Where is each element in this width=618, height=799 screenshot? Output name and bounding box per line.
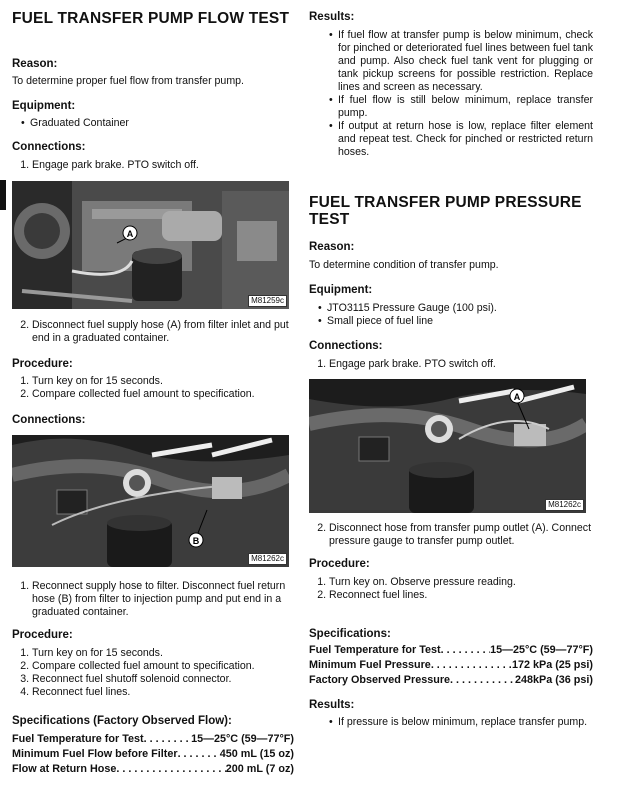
section-edge-tab [0, 180, 6, 210]
step-item: 2. Disconnect fuel supply hose (A) from filter inlet and put end in a graduated container. [32, 319, 294, 345]
step-item: 4. Reconnect fuel lines. [32, 686, 294, 699]
pressure-reason-text: To determine condition of transfer pump. [309, 259, 499, 271]
flow-procedure-heading: Procedure: [12, 358, 73, 370]
pressure-specs-table [309, 643, 593, 688]
pressure-connections-heading: Connections: [309, 340, 383, 352]
pressure-results-heading: Results: [309, 699, 355, 711]
engine-photo-transfer-pump [309, 379, 586, 513]
spec-leader [450, 673, 515, 688]
figure-label: M81259c [248, 295, 287, 307]
spec-row [12, 747, 294, 762]
flow-reason-heading: Reason: [12, 58, 58, 70]
flow-procedure2-steps [12, 647, 294, 699]
flow-procedure2-heading: Procedure: [12, 629, 73, 641]
flow-connections2-steps [12, 580, 294, 619]
equipment-item: • Graduated Container [21, 117, 294, 130]
equipment-item: • Small piece of fuel line [318, 315, 593, 328]
step-item: 2. Reconnect fuel lines. [329, 589, 593, 602]
figure-callout-a: A [513, 392, 521, 402]
step-item: 1. Engage park brake. PTO switch off. [32, 159, 294, 172]
flow-results-heading: Results: [309, 11, 355, 23]
spec-label: Minimum Fuel Flow before Filter [12, 748, 178, 760]
flow-results-list [309, 29, 593, 159]
spec-label: Fuel Temperature for Test [309, 644, 441, 656]
engine-photo-return-hose [12, 435, 289, 567]
spec-label: Fuel Temperature for Test [12, 733, 144, 745]
spec-row [309, 673, 593, 688]
result-item: • If fuel flow at transfer pump is below minimum, check for pinched or deteriorated fuel lines between fuel tank and pump. Also check fuel tank vent for plugging or tank pickup screens for possible restriction. Replace lines and screen as necessary. [329, 29, 593, 94]
pressure-specs-heading: Specifications: [309, 628, 391, 640]
result-item: • If output at return hose is low, replace filter element and repeat test. Check for pinched or restricted return hoses. [329, 120, 593, 159]
flow-connections-steps [12, 159, 294, 172]
flow-reason-text: To determine proper fuel flow from transfer pump. [12, 75, 244, 87]
pressure-connections-step2 [309, 522, 593, 548]
equipment-item: • JTO3115 Pressure Gauge (100 psi). [318, 302, 593, 315]
engine-photo-fuel-filter [12, 181, 289, 309]
flow-equipment-list [12, 117, 294, 130]
spec-row [309, 658, 593, 673]
spec-label: Flow at Return Hose [12, 763, 117, 775]
flow-specs-heading: Specifications (Factory Observed Flow): [12, 715, 232, 727]
spec-leader [441, 643, 491, 658]
step-item: 1. Turn key on. Observe pressure reading. [329, 576, 593, 589]
flow-connections-heading: Connections: [12, 141, 86, 153]
step-item: 2. Compare collected fuel amount to specification. [32, 388, 294, 401]
spec-label: Minimum Fuel Pressure [309, 659, 431, 671]
step-item: 1. Engage park brake. PTO switch off. [329, 358, 593, 371]
flow-connections-step2 [12, 319, 294, 345]
pressure-procedure-heading: Procedure: [309, 558, 370, 570]
spec-value: 450 mL (15 oz) [219, 748, 294, 760]
flow-specs-table [12, 732, 294, 777]
pressure-reason-heading: Reason: [309, 241, 355, 253]
pressure-results-list [309, 716, 593, 729]
result-item: • If fuel flow is still below minimum, replace transfer pump. [329, 94, 593, 120]
figure-label: M81262c [545, 499, 584, 511]
figure-label: M81262c [248, 553, 287, 565]
flow-test-title: FUEL TRANSFER PUMP FLOW TEST [12, 10, 290, 27]
step-item: 1. Reconnect supply hose to filter. Disconnect fuel return hose (B) from filter to injection pump and put end in a graduated container. [32, 580, 294, 619]
flow-connections2-heading: Connections: [12, 414, 86, 426]
spec-leader [178, 747, 220, 762]
spec-value: 15—25°C (59—77°F) [191, 733, 294, 745]
pressure-test-title: FUEL TRANSFER PUMP PRESSURE TEST [309, 194, 582, 228]
pressure-procedure-steps [309, 576, 593, 602]
spec-row [309, 643, 593, 658]
spec-value: 172 kPa (25 psi) [511, 659, 593, 671]
spec-row [12, 732, 294, 747]
right-column [309, 0, 593, 799]
figure-callout-a: A [126, 229, 134, 239]
step-item: 3. Reconnect fuel shutoff solenoid connector. [32, 673, 294, 686]
flow-equipment-heading: Equipment: [12, 100, 76, 112]
spec-label: Factory Observed Pressure [309, 674, 451, 686]
flow-procedure-steps [12, 375, 294, 401]
spec-value: 15—25°C (59—77°F) [490, 644, 593, 656]
spec-value: 200 mL (7 oz) [225, 763, 294, 775]
step-item: 1. Turn key on for 15 seconds. [32, 647, 294, 660]
spec-leader [431, 658, 512, 673]
spec-leader [144, 732, 192, 747]
spec-value: 248kPa (36 psi) [514, 674, 593, 686]
spec-leader [116, 762, 225, 777]
step-item: 2. Disconnect hose from transfer pump outlet (A). Connect pressure gauge to transfer pump outlet. [329, 522, 593, 548]
pressure-connections-steps [309, 358, 593, 371]
pressure-equipment-heading: Equipment: [309, 284, 373, 296]
spec-row [12, 762, 294, 777]
pressure-equipment-list [309, 302, 593, 328]
result-item: • If pressure is below minimum, replace transfer pump. [329, 716, 593, 729]
figure-callout-b: B [192, 536, 200, 546]
step-item: 2. Compare collected fuel amount to specification. [32, 660, 294, 673]
step-item: 1. Turn key on for 15 seconds. [32, 375, 294, 388]
left-column [12, 0, 294, 799]
